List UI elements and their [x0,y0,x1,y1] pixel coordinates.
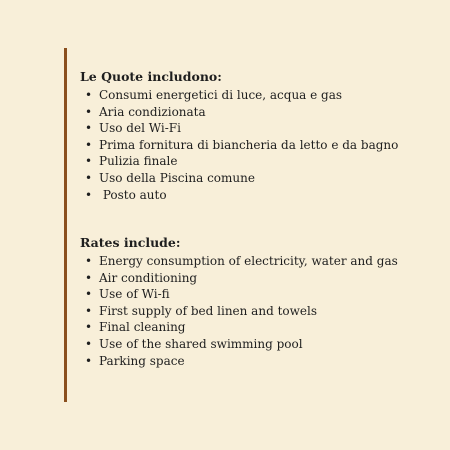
bullet-icon: • [85,121,93,136]
section-heading-italian: Le Quote includono: [80,69,222,84]
list-item [80,336,430,353]
list-item [80,319,430,336]
list-item-text: Use of Wi-fi [99,287,170,302]
bullet-icon: • [85,353,93,368]
bullet-icon: • [85,270,93,285]
list-item [80,270,430,287]
bullet-icon: • [85,320,93,335]
list-item-text: Air conditioning [99,270,198,285]
list-item [80,187,430,204]
list-item [80,104,430,121]
bullet-icon: • [85,88,93,102]
list-item-text: Uso della Piscina comune [99,170,255,185]
bullet-icon: • [85,303,93,318]
list-item-text: Use of the shared swimming pool [99,336,303,351]
list-item [80,120,430,137]
bullet-icon: • [85,287,93,302]
bullet-icon: • [85,170,93,185]
section-english [80,235,430,369]
list-item-text: Consumi energetici di luce, acqua e gas [99,88,343,102]
list-item [80,253,430,270]
section-italian [80,69,430,203]
list-item-text: Prima fornitura di biancheria da letto e da bagno [99,137,399,152]
section-heading-english: Rates include: [80,235,181,250]
bullet-icon: • [85,254,93,268]
list-item [80,153,430,170]
included-list-italian [80,87,430,203]
bullet-icon: • [85,104,93,119]
included-list-english [80,253,430,369]
bullet-icon: • [85,137,93,152]
list-item [80,353,430,370]
list-item [80,137,430,154]
list-item [80,170,430,187]
bullet-icon: • [85,187,93,202]
list-item [80,286,430,303]
list-item-text: Pulizia finale [99,154,178,169]
list-item-text: Uso del Wi-Fi [99,121,181,136]
list-item [80,303,430,320]
list-item-text: Posto auto [99,187,167,202]
list-item-text: Energy consumption of electricity, water and gas [99,254,398,268]
list-item-text: Final cleaning [99,320,186,335]
list-item [80,87,430,104]
list-item-text: Aria condizionata [99,104,206,119]
bullet-icon: • [85,336,93,351]
vertical-accent-rule [64,48,67,402]
list-item-text: Parking space [99,353,185,368]
list-item-text: First supply of bed linen and towels [99,303,317,318]
bullet-icon: • [85,154,93,169]
